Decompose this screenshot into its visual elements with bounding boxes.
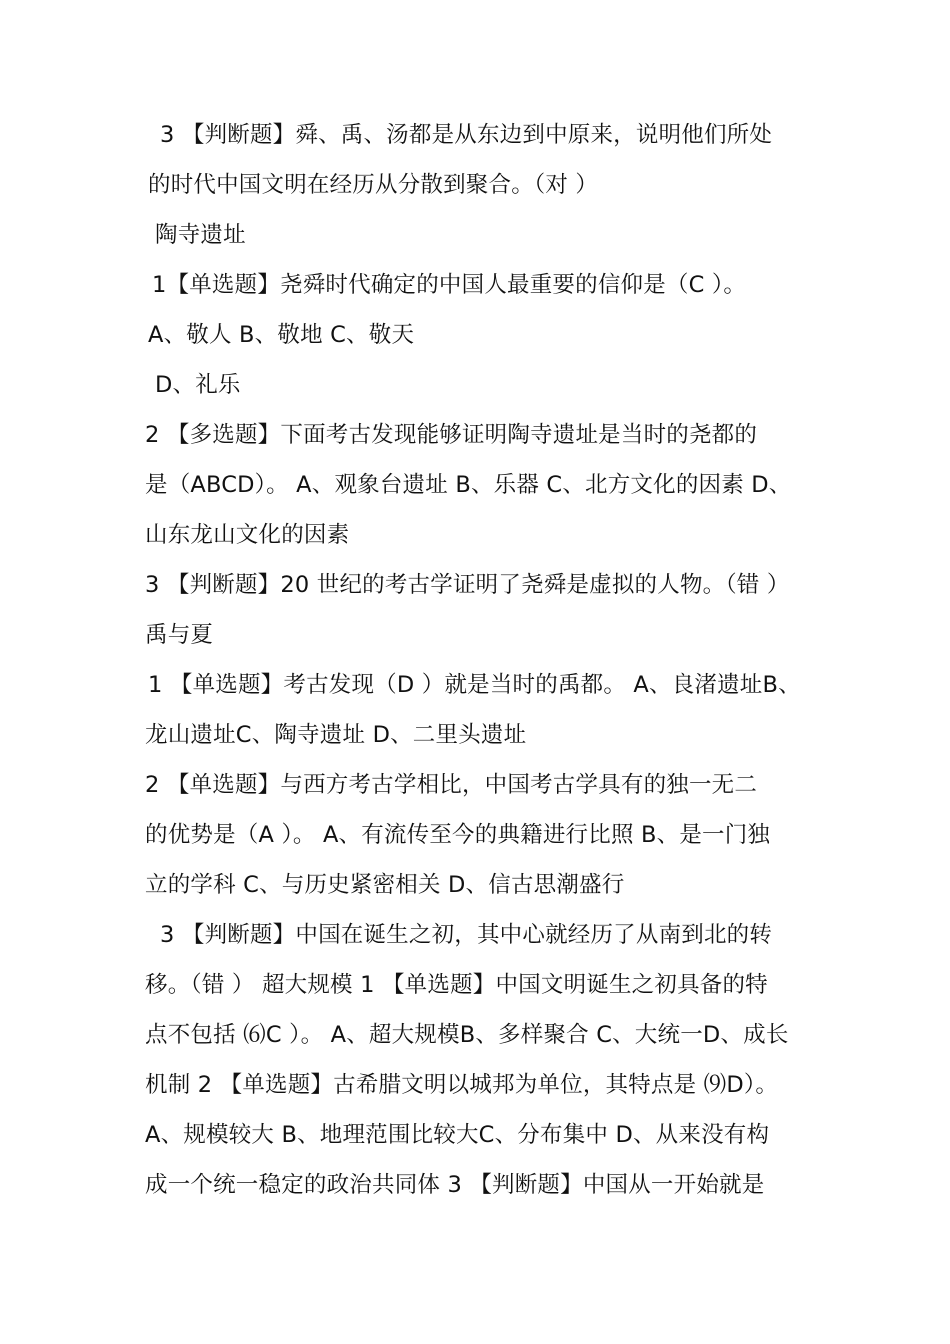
text-line: 3 【判断题】20 世纪的考古学证明了尧舜是虚拟的人物。（错 ） — [145, 572, 790, 598]
text-line: 是（ABCD）。 A、观象台遗址 B、乐器 C、北方文化的因素 D、 — [145, 472, 792, 498]
text-line: 的优势是（A ）。 A、有流传至今的典籍进行比照 B、是一门独 — [145, 822, 771, 848]
text-line: 1【单选题】尧舜时代确定的中国人最重要的信仰是（C ）。 — [152, 272, 747, 298]
text-line: 机制 2 【单选题】古希腊文明以城邦为单位，其特点是 ⑼D）。 — [145, 1072, 779, 1098]
text-line: 成一个统一稳定的政治共同体 3 【判断题】中国从一开始就是 — [145, 1172, 765, 1198]
section-heading-yu-xia: 禹与夏 — [145, 622, 214, 648]
text-line: 龙山遗址C、陶寺遗址 D、二里头遗址 — [145, 722, 527, 748]
text-line: D、礼乐 — [155, 372, 241, 398]
text-line: 的时代中国文明在经历从分散到聚合。（对 ） — [148, 172, 599, 198]
text-line: 3 【判断题】舜、禹、汤都是从东边到中原来，说明他们所处 — [160, 122, 773, 148]
section-heading-taosi: 陶寺遗址 — [155, 222, 246, 248]
text-line: A、敬人 B、敬地 C、敬天 — [148, 322, 415, 348]
text-line: 移。（错 ） 超大规模 1 【单选题】中国文明诞生之初具备的特 — [145, 972, 768, 998]
text-line: 点不包括 ⑹C ）。 A、超大规模B、多样聚合 C、大统一D、成长 — [145, 1022, 789, 1048]
text-line: 山东龙山文化的因素 — [145, 522, 350, 548]
text-line: 1 【单选题】考古发现（D ）就是当时的禹都。 A、良渚遗址B、 — [148, 672, 801, 698]
text-line: 2 【单选题】与西方考古学相比，中国考古学具有的独一无二 — [145, 772, 758, 798]
text-line: 3 【判断题】中国在诞生之初，其中心就经历了从南到北的转 — [160, 922, 773, 948]
text-line: 2 【多选题】下面考古发现能够证明陶寺遗址是当时的尧都的 — [145, 422, 758, 448]
text-line: 立的学科 C、与历史紧密相关 D、信古思潮盛行 — [145, 872, 625, 898]
text-line: A、规模较大 B、地理范围比较大C、分布集中 D、从来没有构 — [145, 1122, 770, 1148]
